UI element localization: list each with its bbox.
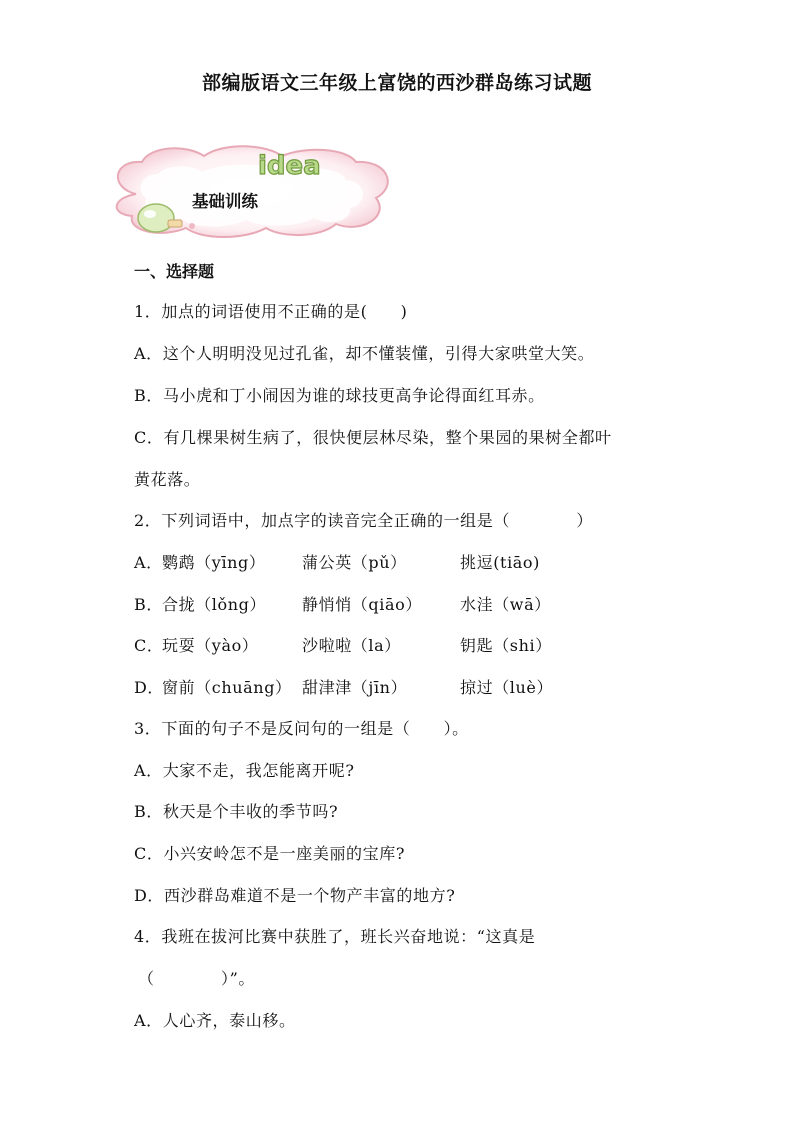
question-3-option-d: D．西沙群岛难道不是一个物产丰富的地方? [134,886,456,905]
question-1-option-b: B．马小虎和丁小闹因为谁的球技更高争论得面红耳赤。 [134,386,545,405]
question-3-option-c: C．小兴安岭怎不是一座美丽的宝库? [134,844,406,863]
question-1-stem: 1．加点的词语使用不正确的是( ) [134,302,408,321]
question-1-option-c-cont: 黄花落。 [134,470,201,489]
section-heading: 一、选择题 [134,262,215,281]
question-4-blank: （ ）”。 [138,969,255,988]
word-1: 合拢（lǒng） [162,595,267,614]
question-1-option-a: A．这个人明明没见过孔雀，却不懂装懂，引得大家哄堂大笑。 [134,344,595,363]
question-3-option-a: A．大家不走，我怎能离开呢? [134,761,355,780]
word-3: 挑逗(tiāo) [460,553,541,572]
word-1: 玩耍（yào） [162,636,259,655]
word-2: 沙啦啦（la） [302,636,401,655]
page-title: 部编版语文三年级上富饶的西沙群岛练习试题 [201,72,592,94]
question-1-option-c: C．有几棵果树生病了，很快便层林尽染，整个果园的果树全都叶 [134,428,612,447]
word-3: 钥匙（shi） [460,636,552,655]
word-2: 甜津津（jīn） [302,678,408,697]
question-4-option-a: A．人心齐，泰山移。 [134,1011,296,1030]
option-label: C． [134,636,164,655]
question-4-stem: 4．我班在拔河比赛中获胜了，班长兴奋地说：“这真是 [134,927,536,946]
word-1: 鹦鹉（yīng） [162,553,266,572]
option-label: D． [134,678,165,697]
question-3-stem: 3．下面的句子不是反问句的一组是（ ）。 [134,719,469,738]
option-label: A． [134,553,163,572]
idea-logo-icon [258,151,321,181]
question-2-stem: 2．下列词语中，加点字的读音完全正确的一组是（ ） [134,511,593,530]
svg-text:idea: idea [258,151,321,181]
question-3-option-b: B．秋天是个丰收的季节吗? [134,802,339,821]
banner-label: 基础训练 [192,192,258,211]
word-2: 静悄悄（qiāo） [302,595,422,614]
section-banner [106,142,402,242]
word-1: 窗前（chuāng） [162,678,292,697]
word-2: 蒲公英（pǔ） [302,553,407,572]
word-3: 水洼（wā） [460,595,551,614]
word-3: 掠过（luè） [460,678,554,697]
option-label: B． [134,595,163,614]
